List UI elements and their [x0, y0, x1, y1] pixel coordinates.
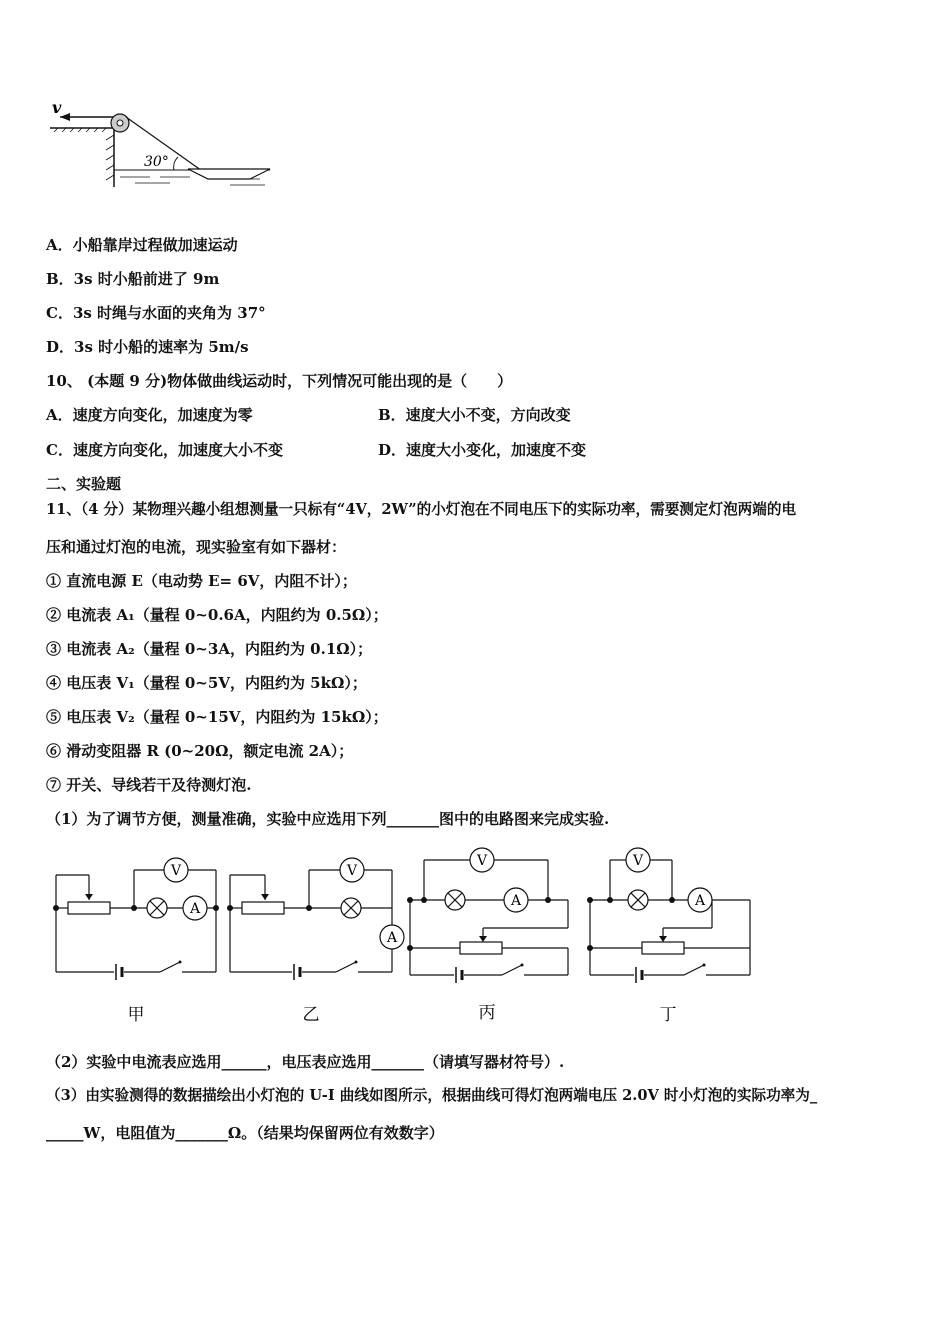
circuit-label-jia: 甲: [127, 1005, 145, 1025]
q11-part3-line1: （3）由实验测得的数据描绘出小灯泡的 U-I 曲线如图所示，根据曲线可得灯泡两端电压 2.0V 时小灯泡的实际功率为_: [46, 1087, 818, 1104]
equipment-1: ① 直流电源 E（电动势 E= 6V，内阻不计）；: [46, 572, 357, 590]
equipment-7: ⑦ 开关、导线若干及待测灯泡.: [46, 776, 252, 794]
voltmeter-bing-label: V: [476, 853, 488, 869]
angle-label: 30°: [144, 154, 169, 170]
boat: [188, 169, 270, 179]
voltmeter-jia-label: V: [170, 863, 182, 879]
ammeter-jia-label: A: [189, 901, 201, 917]
circuit-ding: [590, 860, 750, 975]
equipment-2: ② 电流表 A₁（量程 0~0.6A，内阻约为 0.5Ω）；: [46, 606, 388, 624]
velocity-label: v: [52, 98, 62, 117]
q9-option-c: C．3s 时绳与水面的夹角为 37°: [46, 304, 266, 322]
ammeter-ding-label: A: [694, 893, 706, 909]
circuit-label-yi: 乙: [302, 1005, 320, 1025]
equipment-6: ⑥ 滑动变阻器 R (0~20Ω，额定电流 2A）；: [46, 742, 354, 760]
q11-part1: （1）为了调节方便，测量准确，实验中应选用下列_______图中的电路图来完成实验.: [46, 810, 610, 828]
equipment-5: ⑤ 电压表 V₂（量程 0~15V，内阻约为 15kΩ）；: [46, 708, 388, 726]
q9-option-a: A．小船靠岸过程做加速运动: [46, 236, 238, 254]
q11-part2: （2）实验中电流表应选用______，电压表应选用_______（请填写器材符号）.: [46, 1053, 565, 1071]
q10-option-a: A．速度方向变化，加速度为零: [46, 406, 253, 424]
q11-stem-line2: 压和通过灯泡的电流，现实验室有如下器材：: [46, 538, 347, 556]
voltmeter-ding-label: V: [632, 853, 644, 869]
q11-part3-line2: _____W，电阻值为_______Ω。（结果均保留两位有效数字）: [46, 1124, 444, 1142]
ammeter-bing-label: A: [510, 893, 522, 909]
q10-option-b: B．速度大小不变，方向改变: [378, 406, 571, 424]
q10-option-d: D．速度大小变化，加速度不变: [378, 441, 587, 459]
circuit-jia: [56, 870, 216, 972]
circuit-label-bing: 丙: [478, 1003, 496, 1023]
q10-option-c: C．速度方向变化，加速度大小不变: [46, 441, 283, 459]
boat-pulley-figure: [40, 95, 280, 195]
q10-stem: 10、 (本题 9 分)物体做曲线运动时，下列情况可能出现的是（ ）: [46, 372, 513, 390]
circuit-yi: [230, 870, 392, 972]
equipment-3: ③ 电流表 A₂（量程 0~3A，内阻约为 0.1Ω）；: [46, 640, 373, 658]
ammeter-yi-label: A: [386, 930, 398, 946]
q9-option-d: D．3s 时小船的速率为 5m/s: [46, 338, 249, 356]
q9-option-b: B．3s 时小船前进了 9m: [46, 270, 220, 288]
circuit-bing: [410, 860, 568, 975]
equipment-4: ④ 电压表 V₁（量程 0~5V，内阻约为 5kΩ）；: [46, 674, 367, 692]
section-title: 二、实验题: [46, 475, 122, 493]
voltmeter-yi-label: V: [346, 863, 358, 879]
circuit-label-ding: 丁: [659, 1005, 677, 1025]
q11-stem-line1: 11、（4 分）某物理兴趣小组想测量一只标有“4V，2W”的小灯泡在不同电压下的实际功率，需要测定灯泡两端的电: [46, 501, 797, 518]
circuit-diagrams: [40, 840, 770, 1030]
